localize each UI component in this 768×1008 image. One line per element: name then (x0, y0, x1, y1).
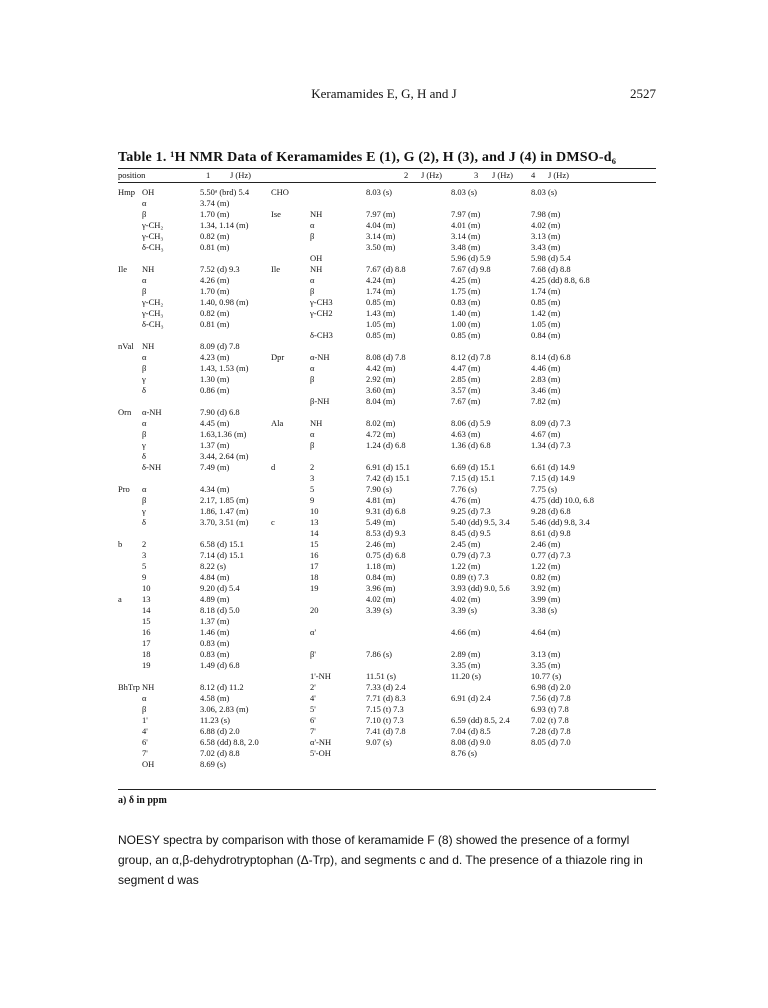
shift-value: 1.37 (m) (200, 616, 230, 626)
position-label: β (310, 440, 315, 450)
position-label: β (142, 429, 147, 439)
column-header: J (Hz) (230, 170, 252, 180)
shift-value: 8.61 (d) 9.8 (531, 528, 571, 538)
shift-value: 4.89 (m) (200, 594, 230, 604)
position-label: α'-NH (310, 737, 332, 747)
position-label: NH (142, 682, 155, 692)
shift-value: 0.84 (m) (366, 572, 396, 582)
position-label: 17 (142, 638, 151, 648)
shift-value: 4.01 (m) (451, 220, 481, 230)
shift-value: 1.22 (m) (451, 561, 481, 571)
position-label: 15 (142, 616, 151, 626)
shift-value: 4.47 (m) (451, 363, 481, 373)
position-label: γ-CH₂ (142, 220, 164, 230)
shift-value: 8.53 (d) 9.3 (366, 528, 406, 538)
position-label: 20 (310, 605, 319, 615)
shift-value: 7.76 (s) (451, 484, 477, 494)
shift-value: 4.25 (m) (451, 275, 481, 285)
bottom-rule (118, 789, 656, 790)
shift-value: 4.02 (m) (366, 594, 396, 604)
shift-value: 7.90 (d) 6.8 (200, 407, 240, 417)
shift-value: 1.43, 1.53 (m) (200, 363, 249, 373)
position-label: γ (142, 506, 146, 516)
position-label: 15 (310, 539, 319, 549)
shift-value: 3.74 (m) (200, 198, 230, 208)
shift-value: 3.46 (m) (531, 385, 561, 395)
position-label: 14 (142, 605, 151, 615)
position-label: 16 (142, 627, 151, 637)
position-label: 5 (142, 561, 147, 571)
table-footnote: a) δ in ppm (118, 795, 167, 806)
shift-value: 11.23 (s) (200, 715, 230, 725)
column-header: 3 (474, 170, 479, 180)
position-label: NH (310, 418, 323, 428)
shift-value: 7.02 (t) 7.8 (531, 715, 569, 725)
position-label: 2 (310, 462, 315, 472)
position-label: α (310, 363, 315, 373)
position-label: OH (310, 253, 323, 263)
shift-value: 5.98 (d) 5.4 (531, 253, 571, 263)
position-label: α (142, 275, 147, 285)
shift-value: 1.36 (d) 6.8 (451, 440, 491, 450)
position-label: β' (310, 649, 316, 659)
shift-value: 3.13 (m) (531, 649, 561, 659)
position-label: 17 (310, 561, 319, 571)
position-label: 19 (310, 583, 319, 593)
position-label: OH (142, 187, 155, 197)
shift-value: 0.77 (d) 7.3 (531, 550, 571, 560)
position-label: NH (142, 341, 155, 351)
position-label: α-NH (142, 407, 162, 417)
shift-value: 9.31 (d) 6.8 (366, 506, 406, 516)
shift-value: 4.02 (m) (451, 594, 481, 604)
position-label: γ-CH₃ (142, 231, 164, 241)
shift-value: 3.93 (dd) 9.0, 5.6 (451, 583, 510, 593)
position-label: β-NH (310, 396, 330, 406)
shift-value: 1.63,1.36 (m) (200, 429, 247, 439)
shift-value: 7.04 (d) 8.5 (451, 726, 491, 736)
body-paragraph: NOESY spectra by comparison with those of keramamide F (8) showed the presence of a formyl group, an α,β-dehydrotryptophan (Δ-Trp), and segments c and d. The presence of a thiazole ring in segment d was (118, 833, 643, 887)
shift-value: 4.24 (m) (366, 275, 396, 285)
position-label: γ-CH₂ (142, 297, 164, 307)
shift-value: 3.06, 2.83 (m) (200, 704, 249, 714)
position-label: β (142, 363, 147, 373)
shift-value: 0.79 (d) 7.3 (451, 550, 491, 560)
position-label: OH (142, 759, 155, 769)
page-number: 2527 (630, 86, 656, 101)
column-header: 1 (206, 170, 211, 180)
shift-value: 7.15 (d) 14.9 (531, 473, 575, 483)
position-label: 14 (310, 528, 319, 538)
position-label: 16 (310, 550, 319, 560)
shift-value: 7.52 (d) 9.3 (200, 264, 240, 274)
shift-value: 3.43 (m) (531, 242, 561, 252)
position-label: 1'-NH (310, 671, 331, 681)
shift-value: 7.02 (d) 8.8 (200, 748, 240, 758)
shift-value: 0.86 (m) (200, 385, 230, 395)
shift-value: 6.88 (d) 2.0 (200, 726, 240, 736)
shift-value: 7.67 (d) 9.8 (451, 264, 491, 274)
shift-value: 0.85 (m) (451, 330, 481, 340)
position-label: β (142, 495, 147, 505)
shift-value: 2.85 (m) (451, 374, 481, 384)
shift-value: 7.68 (d) 8.8 (531, 264, 571, 274)
position-label: γ (142, 374, 146, 384)
shift-value: 6.91 (d) 2.4 (451, 693, 491, 703)
position-label: 4' (142, 726, 148, 736)
shift-value: 5.49 (m) (366, 517, 396, 527)
shift-value: 7.67 (d) 8.8 (366, 264, 406, 274)
shift-value: 1.00 (m) (451, 319, 481, 329)
shift-value: 4.46 (m) (531, 363, 561, 373)
position-label: δ-CH3 (310, 330, 333, 340)
shift-value: 1.43 (m) (366, 308, 396, 318)
position-label: α (142, 484, 147, 494)
shift-value: 8.12 (d) 11.2 (200, 682, 244, 692)
table-caption: Table 1. ¹H NMR Data of Keramamides E (1), G (2), H (3), and J (4) in DMSO-d₆ (118, 150, 617, 165)
shift-value: 1.34, 1.14 (m) (200, 220, 249, 230)
shift-value: 8.06 (d) 5.9 (451, 418, 491, 428)
shift-value: 0.89 (t) 7.3 (451, 572, 489, 582)
shift-value: 7.14 (d) 15.1 (200, 550, 244, 560)
position-label: 10 (310, 506, 319, 516)
shift-value: 9.28 (d) 6.8 (531, 506, 571, 516)
shift-value: 2.83 (m) (531, 374, 561, 384)
shift-value: 3.92 (m) (531, 583, 561, 593)
shift-value: 7.10 (t) 7.3 (366, 715, 404, 725)
column-header: 4 (531, 170, 536, 180)
position-label: α-NH (310, 352, 330, 362)
shift-value: 6.58 (d) 15.1 (200, 539, 244, 549)
shift-value: 7.86 (s) (366, 649, 392, 659)
position-label: 1' (142, 715, 148, 725)
position-label: 18 (310, 572, 319, 582)
shift-value: 6.61 (d) 14.9 (531, 462, 575, 472)
position-label: 19 (142, 660, 151, 670)
shift-value: 4.67 (m) (531, 429, 561, 439)
shift-value: 7.97 (m) (451, 209, 481, 219)
position-label: 4' (310, 693, 316, 703)
position-label: α (142, 418, 147, 428)
shift-value: 0.85 (m) (531, 297, 561, 307)
position-label: 6' (310, 715, 316, 725)
shift-value: 4.81 (m) (366, 495, 396, 505)
shift-value: 7.33 (d) 2.4 (366, 682, 406, 692)
position-label: 6' (142, 737, 148, 747)
shift-value: 1.18 (m) (366, 561, 396, 571)
shift-value: 4.34 (m) (200, 484, 230, 494)
shift-value: 2.17, 1.85 (m) (200, 495, 249, 505)
shift-value: 6.98 (d) 2.0 (531, 682, 571, 692)
shift-value: 0.82 (m) (200, 308, 230, 318)
shift-value: 6.59 (dd) 8.5, 2.4 (451, 715, 510, 725)
shift-value: 3.44, 2.64 (m) (200, 451, 249, 461)
shift-value: 4.02 (m) (531, 220, 561, 230)
position-label: NH (310, 264, 323, 274)
shift-value: 2.46 (m) (366, 539, 396, 549)
shift-value: 1.22 (m) (531, 561, 561, 571)
shift-value: 3.35 (m) (531, 660, 561, 670)
shift-value: 1.05 (m) (366, 319, 396, 329)
shift-value: 4.63 (m) (451, 429, 481, 439)
position-label: 13 (310, 517, 319, 527)
shift-value: 5.50ᵃ (brd) 5.4 (200, 187, 250, 197)
shift-value: 5.96 (d) 5.9 (451, 253, 491, 263)
position-label: γ-CH3 (310, 297, 333, 307)
shift-value: 1.70 (m) (200, 209, 230, 219)
shift-value: 6.69 (d) 15.1 (451, 462, 495, 472)
shift-value: 7.15 (t) 7.3 (366, 704, 404, 714)
shift-value: 0.82 (m) (200, 231, 230, 241)
shift-value: 0.83 (m) (200, 638, 230, 648)
position-label: β (142, 286, 147, 296)
residue-label: a (118, 594, 122, 604)
shift-value: 4.23 (m) (200, 352, 230, 362)
nmr-data-table (118, 163, 656, 788)
residue-label: nVal (118, 341, 134, 351)
shift-value: 5.46 (dd) 9.8, 3.4 (531, 517, 590, 527)
shift-value: 3.39 (s) (366, 605, 392, 615)
shift-value: 4.76 (m) (451, 495, 481, 505)
shift-value: 3.48 (m) (451, 242, 481, 252)
shift-value: 3.96 (m) (366, 583, 396, 593)
shift-value: 1.40 (m) (451, 308, 481, 318)
position-label: 3 (310, 473, 315, 483)
shift-value: 8.18 (d) 5.0 (200, 605, 240, 615)
residue-label: Ise (271, 209, 281, 219)
shift-value: 3.57 (m) (451, 385, 481, 395)
position-label: δ-CH₃ (142, 319, 164, 329)
shift-value: 4.64 (m) (531, 627, 561, 637)
position-label: 3 (142, 550, 147, 560)
position-label: γ-CH₃ (142, 308, 164, 318)
shift-value: 9.20 (d) 5.4 (200, 583, 240, 593)
shift-value: 8.08 (d) 7.8 (366, 352, 406, 362)
position-label: 13 (142, 594, 151, 604)
residue-label: Dpr (271, 352, 285, 362)
shift-value: 1.74 (m) (531, 286, 561, 296)
shift-value: 4.25 (dd) 8.8, 6.8 (531, 275, 590, 285)
shift-value: 3.60 (m) (366, 385, 396, 395)
shift-value: 4.26 (m) (200, 275, 230, 285)
shift-value: 8.04 (m) (366, 396, 396, 406)
shift-value: 8.05 (d) 7.0 (531, 737, 571, 747)
shift-value: 2.89 (m) (451, 649, 481, 659)
position-label: γ-CH2 (310, 308, 333, 318)
shift-value: 6.58 (dd) 8.8, 2.0 (200, 737, 259, 747)
shift-value: 4.75 (dd) 10.0, 6.8 (531, 495, 595, 505)
shift-value: 0.81 (m) (200, 319, 230, 329)
shift-value: 8.14 (d) 6.8 (531, 352, 571, 362)
position-label: β (310, 286, 315, 296)
shift-value: 8.22 (s) (200, 561, 226, 571)
shift-value: 8.69 (s) (200, 759, 226, 769)
shift-value: 0.83 (m) (200, 649, 230, 659)
residue-label: Pro (118, 484, 130, 494)
position-label: 5 (310, 484, 315, 494)
residue-label: BhTrp (118, 682, 140, 692)
shift-value: 7.75 (s) (531, 484, 557, 494)
column-header: 2 (404, 170, 409, 180)
shift-value: 1.46 (m) (200, 627, 230, 637)
position-label: α (310, 275, 315, 285)
position-label: δ (142, 451, 147, 461)
position-label: 7' (310, 726, 316, 736)
position-label: δ (142, 385, 147, 395)
residue-label: CHO (271, 187, 289, 197)
shift-value: 7.56 (d) 7.8 (531, 693, 571, 703)
shift-value: 7.90 (s) (366, 484, 392, 494)
running-title: Keramamides E, G, H and J (311, 86, 457, 101)
shift-value: 0.85 (m) (366, 297, 396, 307)
column-header: position (118, 170, 146, 180)
shift-value: 3.35 (m) (451, 660, 481, 670)
shift-value: 0.85 (m) (366, 330, 396, 340)
shift-value: 3.50 (m) (366, 242, 396, 252)
shift-value: 10.77 (s) (531, 671, 562, 681)
shift-value: 4.72 (m) (366, 429, 396, 439)
shift-value: 0.81 (m) (200, 242, 230, 252)
shift-value: 0.83 (m) (451, 297, 481, 307)
position-label: α (142, 693, 147, 703)
shift-value: 1.86, 1.47 (m) (200, 506, 249, 516)
shift-value: 7.41 (d) 7.8 (366, 726, 406, 736)
shift-value: 11.51 (s) (366, 671, 396, 681)
shift-value: 6.93 (t) 7.8 (531, 704, 569, 714)
shift-value: 3.39 (s) (451, 605, 477, 615)
residue-label: d (271, 462, 276, 472)
shift-value: 1.37 (m) (200, 440, 230, 450)
position-label: 10 (142, 583, 151, 593)
position-label: 7' (142, 748, 148, 758)
position-label: 9 (310, 495, 315, 505)
shift-value: 9.07 (s) (366, 737, 392, 747)
shift-value: 1.74 (m) (366, 286, 396, 296)
residue-label: c (271, 517, 275, 527)
shift-value: 8.76 (s) (451, 748, 477, 758)
position-label: α (310, 429, 315, 439)
shift-value: 2.45 (m) (451, 539, 481, 549)
shift-value: 6.91 (d) 15.1 (366, 462, 410, 472)
shift-value: 11.20 (s) (451, 671, 481, 681)
shift-value: 8.09 (d) 7.3 (531, 418, 571, 428)
shift-value: 8.12 (d) 7.8 (451, 352, 491, 362)
shift-value: 1.05 (m) (531, 319, 561, 329)
position-label: 2' (310, 682, 316, 692)
shift-value: 1.24 (d) 6.8 (366, 440, 406, 450)
position-label: 2 (142, 539, 147, 549)
shift-value: 4.45 (m) (200, 418, 230, 428)
shift-value: 4.58 (m) (200, 693, 230, 703)
shift-value: 9.25 (d) 7.3 (451, 506, 491, 516)
residue-label: b (118, 539, 123, 549)
position-label: γ (142, 440, 146, 450)
shift-value: 0.82 (m) (531, 572, 561, 582)
position-label: δ (142, 517, 147, 527)
position-label: β (142, 209, 147, 219)
shift-value: 7.42 (d) 15.1 (366, 473, 410, 483)
shift-value: 7.97 (m) (366, 209, 396, 219)
residue-label: Ile (118, 264, 127, 274)
shift-value: 2.92 (m) (366, 374, 396, 384)
position-label: δ-NH (142, 462, 162, 472)
position-label: α (142, 352, 147, 362)
position-label: δ-CH₃ (142, 242, 164, 252)
column-header: J (Hz) (421, 170, 443, 180)
shift-value: 0.84 (m) (531, 330, 561, 340)
column-header: J (Hz) (492, 170, 514, 180)
residue-label: Ala (271, 418, 284, 428)
shift-value: 0.75 (d) 6.8 (366, 550, 406, 560)
position-label: α' (310, 627, 316, 637)
residue-label: Ile (271, 264, 280, 274)
shift-value: 2.46 (m) (531, 539, 561, 549)
shift-value: 3.38 (s) (531, 605, 557, 615)
shift-value: 7.82 (m) (531, 396, 561, 406)
shift-value: 1.49 (d) 6.8 (200, 660, 240, 670)
shift-value: 8.09 (d) 7.8 (200, 341, 240, 351)
position-label: NH (310, 209, 323, 219)
shift-value: 1.70 (m) (200, 286, 230, 296)
shift-value: 3.13 (m) (531, 231, 561, 241)
position-label: α (142, 198, 147, 208)
position-label: 9 (142, 572, 147, 582)
shift-value: 1.30 (m) (200, 374, 230, 384)
shift-value: 8.02 (m) (366, 418, 396, 428)
shift-value: 4.42 (m) (366, 363, 396, 373)
column-header: J (Hz) (548, 170, 570, 180)
position-label: α (310, 220, 315, 230)
shift-value: 1.34 (d) 7.3 (531, 440, 571, 450)
shift-value: 4.66 (m) (451, 627, 481, 637)
shift-value: 8.03 (s) (531, 187, 557, 197)
shift-value: 1.40, 0.98 (m) (200, 297, 249, 307)
shift-value: 8.08 (d) 9.0 (451, 737, 491, 747)
shift-value: 4.84 (m) (200, 572, 230, 582)
shift-value: 1.42 (m) (531, 308, 561, 318)
shift-value: 3.14 (m) (366, 231, 396, 241)
shift-value: 3.99 (m) (531, 594, 561, 604)
shift-value: 7.49 (m) (200, 462, 230, 472)
position-label: 5'-OH (310, 748, 331, 758)
shift-value: 3.70, 3.51 (m) (200, 517, 249, 527)
page-header (0, 86, 768, 106)
shift-value: 8.45 (d) 9.5 (451, 528, 491, 538)
shift-value: 8.03 (s) (366, 187, 392, 197)
shift-value: 7.67 (m) (451, 396, 481, 406)
shift-value: 5.40 (dd) 9.5, 3.4 (451, 517, 510, 527)
position-label: β (142, 704, 147, 714)
shift-value: 8.03 (s) (451, 187, 477, 197)
shift-value: 7.28 (d) 7.8 (531, 726, 571, 736)
residue-label: Orn (118, 407, 132, 417)
position-label: β (310, 231, 315, 241)
shift-value: 7.98 (m) (531, 209, 561, 219)
position-label: NH (142, 264, 155, 274)
residue-label: Hmp (118, 187, 135, 197)
shift-value: 7.15 (d) 15.1 (451, 473, 495, 483)
shift-value: 1.75 (m) (451, 286, 481, 296)
shift-value: 3.14 (m) (451, 231, 481, 241)
position-label: 5' (310, 704, 316, 714)
position-label: β (310, 374, 315, 384)
shift-value: 7.71 (d) 8.3 (366, 693, 406, 703)
shift-value: 4.04 (m) (366, 220, 396, 230)
position-label: 18 (142, 649, 151, 659)
